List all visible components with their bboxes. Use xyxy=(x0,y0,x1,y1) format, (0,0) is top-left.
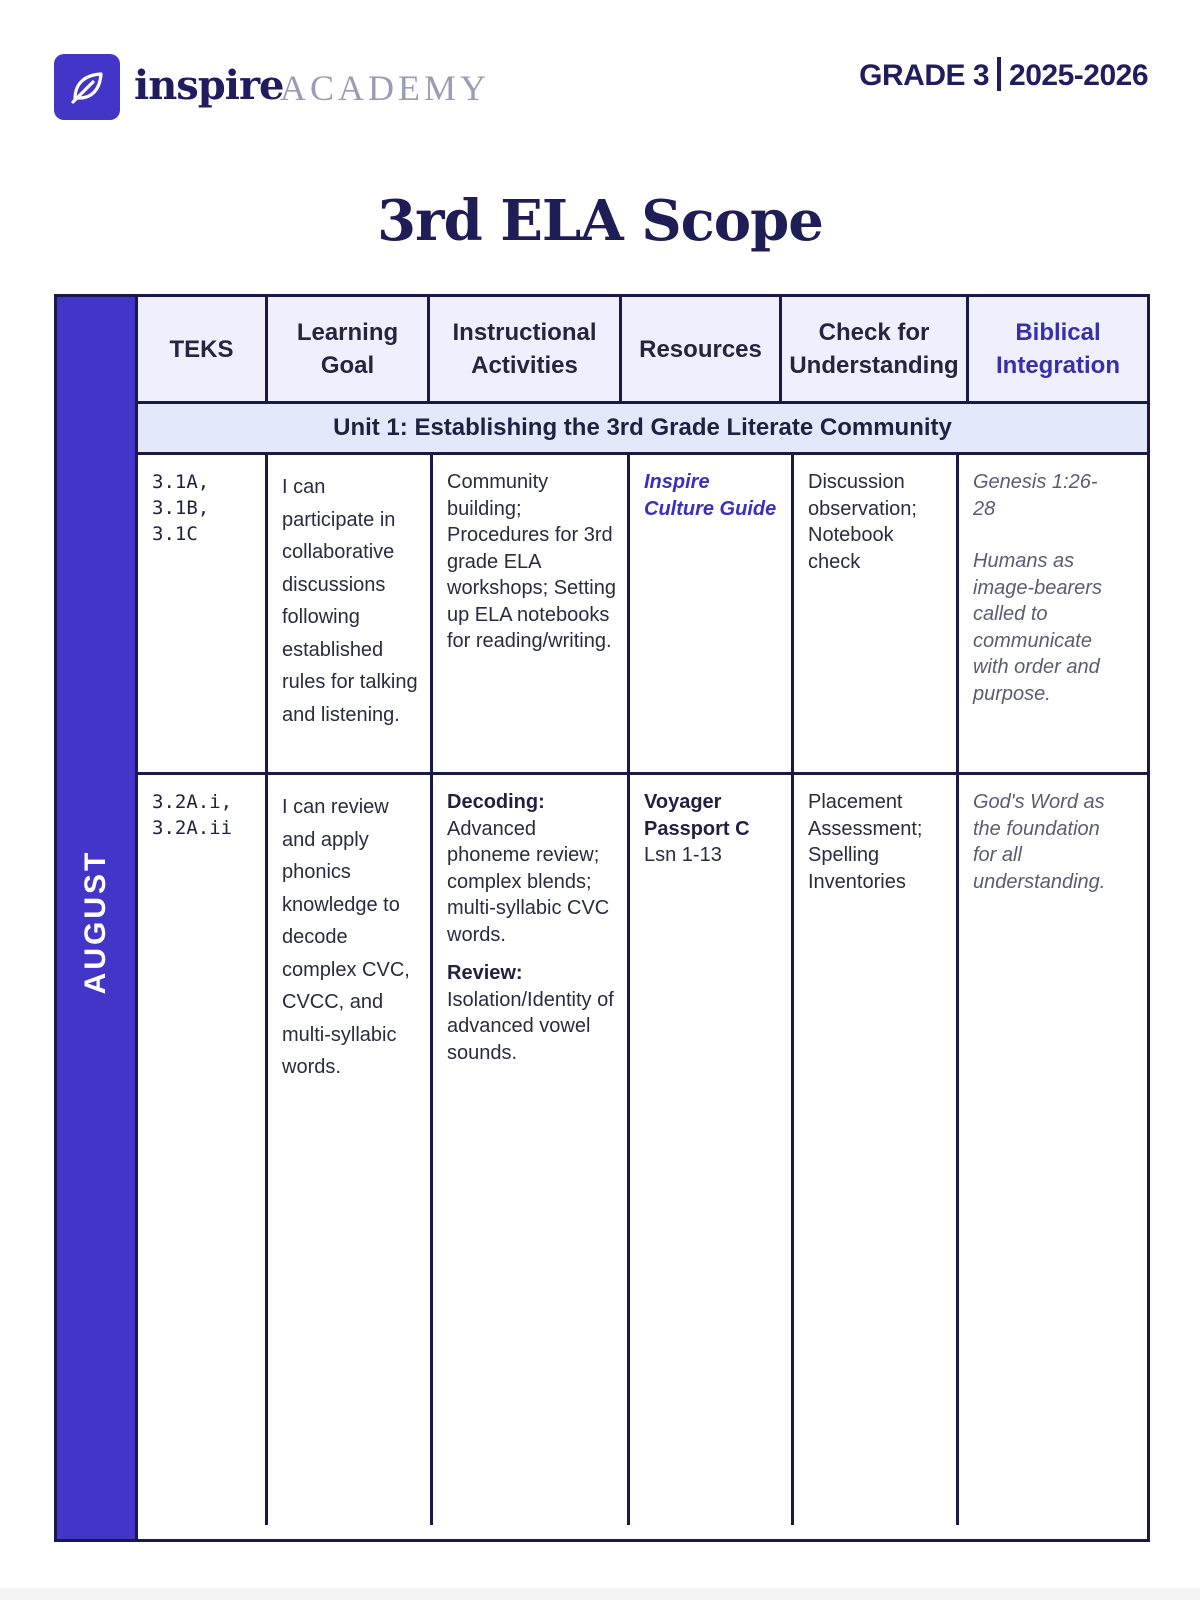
unit-title: Unit 1: Establishing the 3rd Grade Literate Community xyxy=(138,404,1147,455)
grade-separator xyxy=(997,57,1001,91)
review-text: Isolation/Identity of advanced vowel sounds. xyxy=(447,988,614,1064)
activities-cell: Community building; Procedures for 3rd grade ELA workshops; Setting up ELA notebooks for reading/writing. xyxy=(433,455,630,772)
resources-cell xyxy=(630,775,794,1525)
page-bottom-strip xyxy=(0,1588,1200,1600)
resources-cell xyxy=(630,455,794,772)
resource-detail: Lsn 1-13 xyxy=(644,844,722,866)
biblical-cell xyxy=(959,455,1127,772)
biblical-cell xyxy=(959,775,1127,1525)
learning-goal-cell: I can review and apply phonics knowledge to decode complex CVC, CVCC, and multi-syllabic words. xyxy=(268,775,433,1525)
leaf-icon xyxy=(67,67,107,107)
header-check-for-understanding: Check for Understanding xyxy=(782,297,969,401)
resource-title: Voyager Passport C xyxy=(644,791,750,840)
biblical-reference: Genesis 1:26-28 xyxy=(973,471,1098,520)
header-learning-goal: Learning Goal xyxy=(268,297,430,401)
grade-year xyxy=(859,56,1148,96)
month-label: AUGUST xyxy=(79,849,112,995)
resource-link[interactable]: Inspire Culture Guide xyxy=(644,471,777,520)
table-row xyxy=(138,455,1147,775)
check-cell: Discussion observation; Notebook check xyxy=(794,455,959,772)
learning-goal-cell: I can participate in collaborative discussions following established rules for talking and listening. xyxy=(268,455,433,772)
scope-table xyxy=(138,297,1147,1525)
activities-cell xyxy=(433,775,630,1525)
check-cell: Placement Assessment; Spelling Inventories xyxy=(794,775,959,1525)
logo xyxy=(54,54,120,120)
table-row xyxy=(138,775,1147,1525)
teks-cell: 3.1A, 3.1B, 3.1C xyxy=(138,455,268,772)
brand-name: inspire xyxy=(134,62,284,109)
page-title: 3rd ELA Scope xyxy=(377,188,823,254)
teks-cell: 3.2A.i, 3.2A.ii xyxy=(138,775,268,1525)
decoding-text: Advanced phoneme review; complex blends; multi-syllabic CVC words. xyxy=(447,817,610,946)
decoding-label: Decoding: xyxy=(447,791,545,813)
biblical-text: Humans as image-bearers called to communicate with order and purpose. xyxy=(973,550,1102,705)
review-label: Review: xyxy=(447,962,523,984)
biblical-text: God's Word as the foundation for all understanding. xyxy=(973,791,1106,893)
header-teks: TEKS xyxy=(138,297,268,401)
table-header xyxy=(138,297,1147,404)
header-resources: Resources xyxy=(622,297,782,401)
brand-suffix: ACADEMY xyxy=(280,68,491,108)
header-biblical-integration: Biblical Integration xyxy=(996,319,1120,379)
header-instructional-activities: Instructional Activities xyxy=(430,297,622,401)
grade-text: GRADE 3 xyxy=(859,59,990,92)
year-text: 2025-2026 xyxy=(1009,59,1148,92)
